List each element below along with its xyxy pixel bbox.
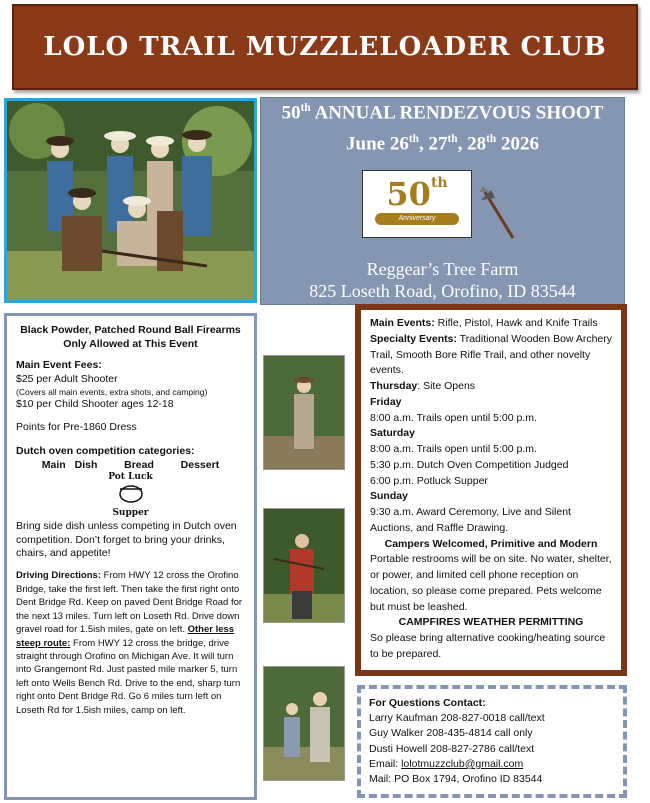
main-events: Main Events: Rifle, Pistol, Hawk and Knife Trails <box>370 317 598 329</box>
man-shooter-photo <box>263 508 345 623</box>
cooking-pot-icon <box>118 483 144 503</box>
friday-heading: Friday <box>370 395 402 408</box>
saturday-heading: Saturday <box>370 427 415 440</box>
potluck-graphic: Pot Luck Supper <box>108 472 153 519</box>
specialty-events: Specialty Events: Traditional Wooden Bow Archery Trail, Smooth Bore Rifle Trail, and other novelty events. <box>370 332 613 377</box>
campers-heading: Campers Welcomed, Primitive and Modern <box>384 537 598 550</box>
sunday-heading: Sunday <box>370 490 408 503</box>
friday-item: 8:00 a.m. Trails open until 5:00 p.m. <box>370 411 537 424</box>
contact-box <box>357 685 627 798</box>
anniversary-logo: 50th Anniversary <box>362 170 472 238</box>
fee-note: (Covers all main events, extra shots, and camping) <box>16 386 208 397</box>
saturday-item: 8:00 a.m. Trails open until 5:00 p.m. <box>370 443 537 455</box>
category-bread: Bread <box>124 458 154 471</box>
fee-adult: $25 per Adult Shooter <box>16 372 118 385</box>
thursday-line: Thursday: Site Opens <box>370 380 476 392</box>
group-photo <box>4 98 257 303</box>
email-link[interactable]: lolotmuzzclub@gmail.com <box>401 757 524 770</box>
contact-line: Larry Kaufman 208-827-0018 call/text <box>369 712 545 725</box>
contact-mail: Mail: PO Box 1794, Orofino ID 83544 <box>369 773 543 786</box>
venue-address: 825 Loseth Road, Orofino, ID 83544 <box>309 281 576 301</box>
woman-archer-photo <box>263 355 345 470</box>
schedule-box <box>355 304 627 676</box>
side-dish-note: Bring side dish unless competing in Dutch oven competition. Don’t forget to bring your drinks, chairs, and appetite! <box>16 520 237 560</box>
tomahawk-icon <box>479 186 519 242</box>
instructor-photo <box>263 666 345 781</box>
contact-heading: For Questions Contact: <box>369 697 486 709</box>
fees-heading: Main Event Fees: <box>16 359 102 372</box>
campfires-text: So please bring alternative cooking/heating source to be prepared. <box>370 632 606 660</box>
campers-text: Portable restrooms will be on site. No water, shelter, or power, and limited cell phone reception on location, so please come prepared. Pets welcome but must be leashed. <box>370 553 612 613</box>
category-main-dish: Main Dish <box>41 458 98 471</box>
header-banner <box>12 4 638 90</box>
event-title: 50th ANNUAL RENDEZVOUS SHOOT <box>281 102 604 124</box>
contact-line: Dusti Howell 208-827-2786 call/text <box>369 742 535 755</box>
driving-directions: Driving Directions: From HWY 12 cross the Orofino Bridge, take the first left. Then take the first right onto Dent Bridge Rd. Keep on paved Dent Bridge Road for the next 13 miles. Turn left on Loseth Rd. Drive down gravel road for 1.5ish miles, gate on left. Other less steep route: From HWY 12 cross the bridge, drive straight through Orofino on Michigan Ave. It will turn into Grangemont Rd. Just pasted mile marker 5, turn left onto Wells Bench Rd. Drive to the end, sharp turn right onto Dent Bridge Rd. Go 6 miles turn left on Loseth Rd for 1.5ish miles, camp on left. <box>16 570 243 716</box>
saturday-item: 6:00 p.m. Potluck Supper <box>370 474 488 487</box>
club-title: LOLO TRAIL MUZZLELOADER CLUB <box>43 32 607 62</box>
firearms-rule: Black Powder, Patched Round Ball Firearms Only Allowed at This Event <box>20 324 241 350</box>
category-dessert: Dessert <box>180 458 220 471</box>
venue-name: Reggear’s Tree Farm <box>366 259 519 279</box>
campfires-heading: CAMPFIRES WEATHER PERMITTING <box>398 616 584 629</box>
saturday-item: 5:30 p.m. Dutch Oven Competition Judged <box>370 458 569 471</box>
event-details-box <box>4 313 257 800</box>
dress-points: Points for Pre-1860 Dress <box>16 421 137 434</box>
fee-child: $10 per Child Shooter ages 12-18 <box>16 397 174 410</box>
dutch-oven-categories <box>16 459 245 473</box>
contact-email-line: Email: lolotmuzzclub@gmail.com <box>369 757 524 770</box>
sunday-item: 9:30 a.m. Award Ceremony, Live and Silent Auctions, and Raffle Drawing. <box>370 506 571 534</box>
event-dates: June 26th, 27th, 28th 2026 <box>346 133 539 155</box>
event-info-panel <box>260 97 625 305</box>
dutch-oven-heading: Dutch oven competition categories: <box>16 444 195 457</box>
contact-line: Guy Walker 208-435-4814 call only <box>369 727 533 740</box>
